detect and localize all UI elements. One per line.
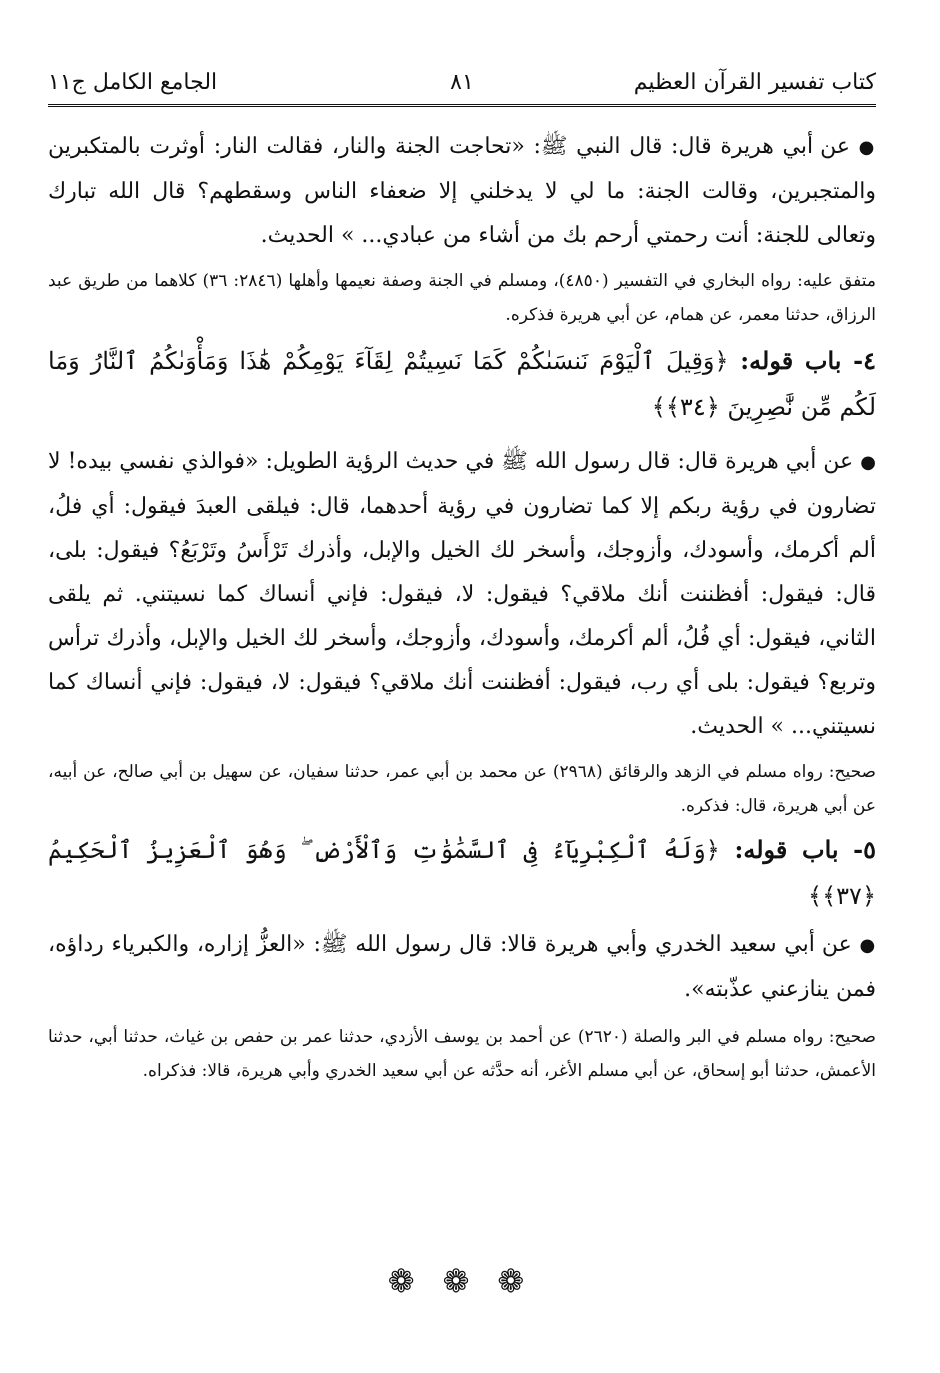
bullet-icon: ●	[860, 452, 876, 473]
chapter-label: ٤- باب قوله:	[740, 346, 876, 375]
chapter-heading	[48, 338, 876, 430]
takhrij-note: صحيح: رواه مسلم في الزهد والرقائق (٢٩٦٨) عن محمد بن أبي عمر، حدثنا سفيان، عن سهيل بن أبي صالح، عن أبيه، عن أبي هريرة، قال: فذكره.	[48, 762, 876, 816]
hadith-paragraph	[48, 125, 876, 258]
bullet-icon: ●	[859, 935, 876, 956]
chapter-label: ٥- باب قوله:	[734, 835, 877, 864]
chapter-heading	[48, 827, 876, 919]
takhrij-note: صحيح: رواه مسلم في البر والصلة (٢٦٢٠) عن أحمد بن يوسف الأزدي، حدثنا عمر بن حفص بن غياث، حدثنا أبي، حدثنا الأعمش، حدثنا أبو إسحاق، عن أبي مسلم الأغر، أنه حدَّثه عن أبي سعيد الخدري وأبي هريرة، قالا: فذكراه.	[48, 1027, 876, 1081]
quran-verse: ﴿وَلَهُ ٱلْكِبْرِيَآءُ فِى ٱلسَّمَٰوَٰتِ وَٱلْأَرْضِ ۖ وَهُوَ ٱلْعَزِيزُ ٱلْحَكِيمُ ﴿٣٧﴾﴾	[48, 836, 876, 910]
bullet-icon: ●	[858, 137, 876, 158]
page-number: ٨١	[450, 70, 474, 95]
volume-title: الجامع الكامل ج١١	[48, 70, 218, 95]
hadith-paragraph	[48, 440, 876, 749]
book-title: كتاب تفسير القرآن العظيم	[633, 70, 876, 95]
ornament-icon: ❁❁❁	[387, 1262, 553, 1300]
quran-verse: ﴿وَقِيلَ ٱلْيَوْمَ نَنسَىٰكُمْ كَمَا نَسِيتُمْ لِقَآءَ يَوْمِكُمْ هَٰذَا وَمَأْوَىٰكُمُ ٱلنَّارُ وَمَا لَكُم مِّن نَّٰصِرِينَ ﴿٣٤﴾﴾	[48, 347, 876, 421]
hadith-text: عن أبي سعيد الخدري وأبي هريرة قالا: قال رسول الله ﷺ: «العزُّ إزاره، والكبرياء رداؤه، فمن ينازعني عذّبته».	[48, 932, 876, 1002]
hadith-paragraph	[48, 923, 876, 1012]
hadith-text: عن أبي هريرة قال: قال رسول الله ﷺ في حديث الرؤية الطويل: «فوالذي نفسي بيده! لا تضارون في رؤية ربكم إلا كما تضارون في رؤية أحدهما، قال: فيلقى العبدَ فيقول: أي فلُ، ألم أكرمك، وأسودك، وأزوجك، وأسخر لك الخيل والإبل، وأذرك تَرْأَسُ وتَرْبَعُ؟ فيقول: بلى، قال: فيقول: أفظننت أنك ملاقي؟ فيقول: لا، فيقول: فإني أنساك كما نسيتني. ثم يلقى الثاني، فيقول: أي فُلُ، ألم أكرمك، وأسودك، وأزوجك، وأسخر لك الخيل والإبل، وأذرك ترأس وتربع؟ فيقول: بلى أي رب، فيقول: أفظننت أنك ملاقي؟ فيقول: لا، فيقول: فإني أنساك كما نسيتني... » الحديث.	[48, 449, 876, 739]
hadith-text: عن أبي هريرة قال: قال النبي ﷺ: «تحاجت الجنة والنار، فقالت النار: أوثرت بالمتكبرين والمتجبرين، وقالت الجنة: ما لي لا يدخلني إلا ضعفاء الناس وسقطهم؟ قال الله تبارك وتعالى للجنة: أنت رحمتي أرحم بك من أشاء من عبادي... » الحديث.	[48, 134, 876, 248]
document-page	[48, 64, 876, 1088]
takhrij-note: متفق عليه: رواه البخاري في التفسير (٤٨٥٠)، ومسلم في الجنة وصفة نعيمها وأهلها (٢٨٤٦: ٣٦) كلاهما من طريق عبد الرزاق، حدثنا معمر، عن همام، عن أبي هريرة فذكره.	[48, 271, 876, 325]
running-header	[48, 64, 876, 107]
